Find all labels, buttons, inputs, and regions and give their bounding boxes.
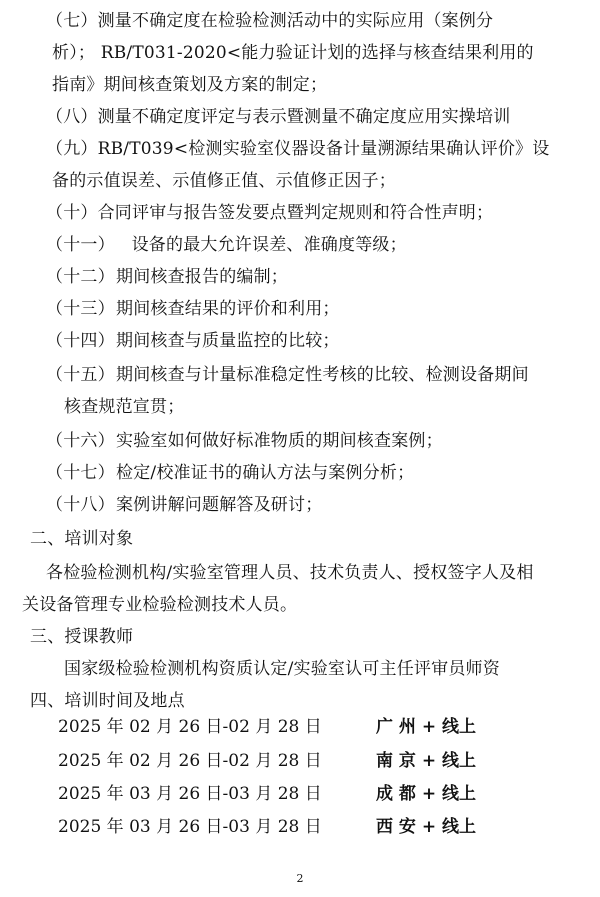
item-16-number: （十六） bbox=[46, 431, 115, 451]
item-7-text-1: 测量不确定度在检验检测活动中的实际应用（案例分 bbox=[97, 11, 494, 31]
item-16-text: 实验室如何做好标准物质的期间核查案例； bbox=[116, 431, 443, 451]
item-10-number: （十） bbox=[46, 203, 98, 223]
section-2-line-1: 各检验检测机构/实验室管理人员、技术负责人、授权签字人及相 bbox=[46, 563, 534, 583]
schedule-date: 2025 年 02 月 26 日-02 月 28 日 bbox=[58, 751, 322, 771]
schedule-location: 南 京 + 线上 bbox=[376, 751, 476, 771]
item-8-number: （八） bbox=[46, 107, 98, 127]
item-17-number: （十七） bbox=[46, 463, 115, 483]
item-13-text: 期间核查结果的评价和利用； bbox=[116, 299, 340, 319]
item-14 bbox=[46, 330, 340, 352]
schedule-date: 2025 年 02 月 26 日-02 月 28 日 bbox=[58, 717, 322, 737]
item-17 bbox=[46, 462, 414, 484]
item-15-line-2: 核查规范宣贯； bbox=[64, 397, 185, 417]
item-8-text: 测量不确定度评定与表示暨测量不确定度应用实操培训 bbox=[97, 107, 511, 127]
section-3-heading: 三、授课教师 bbox=[30, 627, 134, 647]
item-13 bbox=[46, 298, 340, 320]
schedule-row bbox=[58, 750, 476, 772]
item-9-number: （九） bbox=[46, 139, 98, 159]
item-9-line-2: 备的示值误差、示值修正值、示值修正因子； bbox=[52, 171, 396, 191]
item-11-text: 设备的最大允许误差、准确度等级； bbox=[126, 235, 407, 255]
item-10-text: 合同评审与报告签发要点暨判定规则和符合性声明； bbox=[97, 203, 494, 223]
item-17-text: 检定/校准证书的确认方法与案例分析； bbox=[116, 463, 415, 483]
section-2-line-2: 关设备管理专业检验检测技术人员。 bbox=[22, 595, 298, 615]
item-16 bbox=[46, 430, 443, 452]
schedule-location: 成 都 + 线上 bbox=[376, 784, 476, 804]
item-15-line-1 bbox=[46, 364, 529, 386]
schedule-date: 2025 年 03 月 26 日-03 月 28 日 bbox=[58, 817, 322, 837]
item-12 bbox=[46, 266, 288, 288]
section-2-heading: 二、培训对象 bbox=[30, 529, 134, 549]
schedule-location: 广 州 + 线上 bbox=[376, 717, 476, 737]
item-12-number: （十二） bbox=[46, 267, 115, 287]
item-14-number: （十四） bbox=[46, 331, 115, 351]
item-12-text: 期间核查报告的编制； bbox=[116, 267, 288, 287]
item-7-line-1 bbox=[46, 10, 493, 32]
item-8 bbox=[46, 106, 510, 128]
schedule-row bbox=[58, 816, 476, 838]
schedule-row bbox=[58, 716, 476, 738]
item-10 bbox=[46, 202, 493, 224]
item-11 bbox=[46, 234, 407, 256]
item-18 bbox=[46, 494, 322, 516]
item-7-number: （七） bbox=[46, 11, 98, 31]
item-7-line-3: 指南》期间核查策划及方案的制定； bbox=[52, 75, 328, 95]
schedule-date: 2025 年 03 月 26 日-03 月 28 日 bbox=[58, 784, 322, 804]
item-18-number: （十八） bbox=[46, 495, 115, 515]
item-11-number: （十一） bbox=[46, 235, 115, 255]
schedule-row bbox=[58, 783, 476, 805]
item-9-text-1: RB/T039<检测实验室仪器设备计量溯源结果确认评价》设 bbox=[97, 139, 550, 159]
item-7-line-2: 析）； RB/T031-2020<能力验证计划的选择与核查结果利用的 bbox=[52, 43, 534, 63]
item-15-number: （十五） bbox=[46, 365, 115, 385]
item-14-text: 期间核查与质量监控的比较； bbox=[116, 331, 340, 351]
page-number: 2 bbox=[296, 872, 304, 885]
item-15-text-1: 期间核查与计量标准稳定性考核的比较、检测设备期间 bbox=[116, 365, 529, 385]
item-13-number: （十三） bbox=[46, 299, 115, 319]
schedule-location: 西 安 + 线上 bbox=[376, 817, 476, 837]
section-3-text: 国家级检验检测机构资质认定/实验室认可主任评审员师资 bbox=[64, 659, 500, 679]
section-4-heading: 四、培训时间及地点 bbox=[30, 691, 185, 711]
item-18-text: 案例讲解问题解答及研讨； bbox=[116, 495, 323, 515]
item-9-line-1 bbox=[46, 138, 549, 160]
